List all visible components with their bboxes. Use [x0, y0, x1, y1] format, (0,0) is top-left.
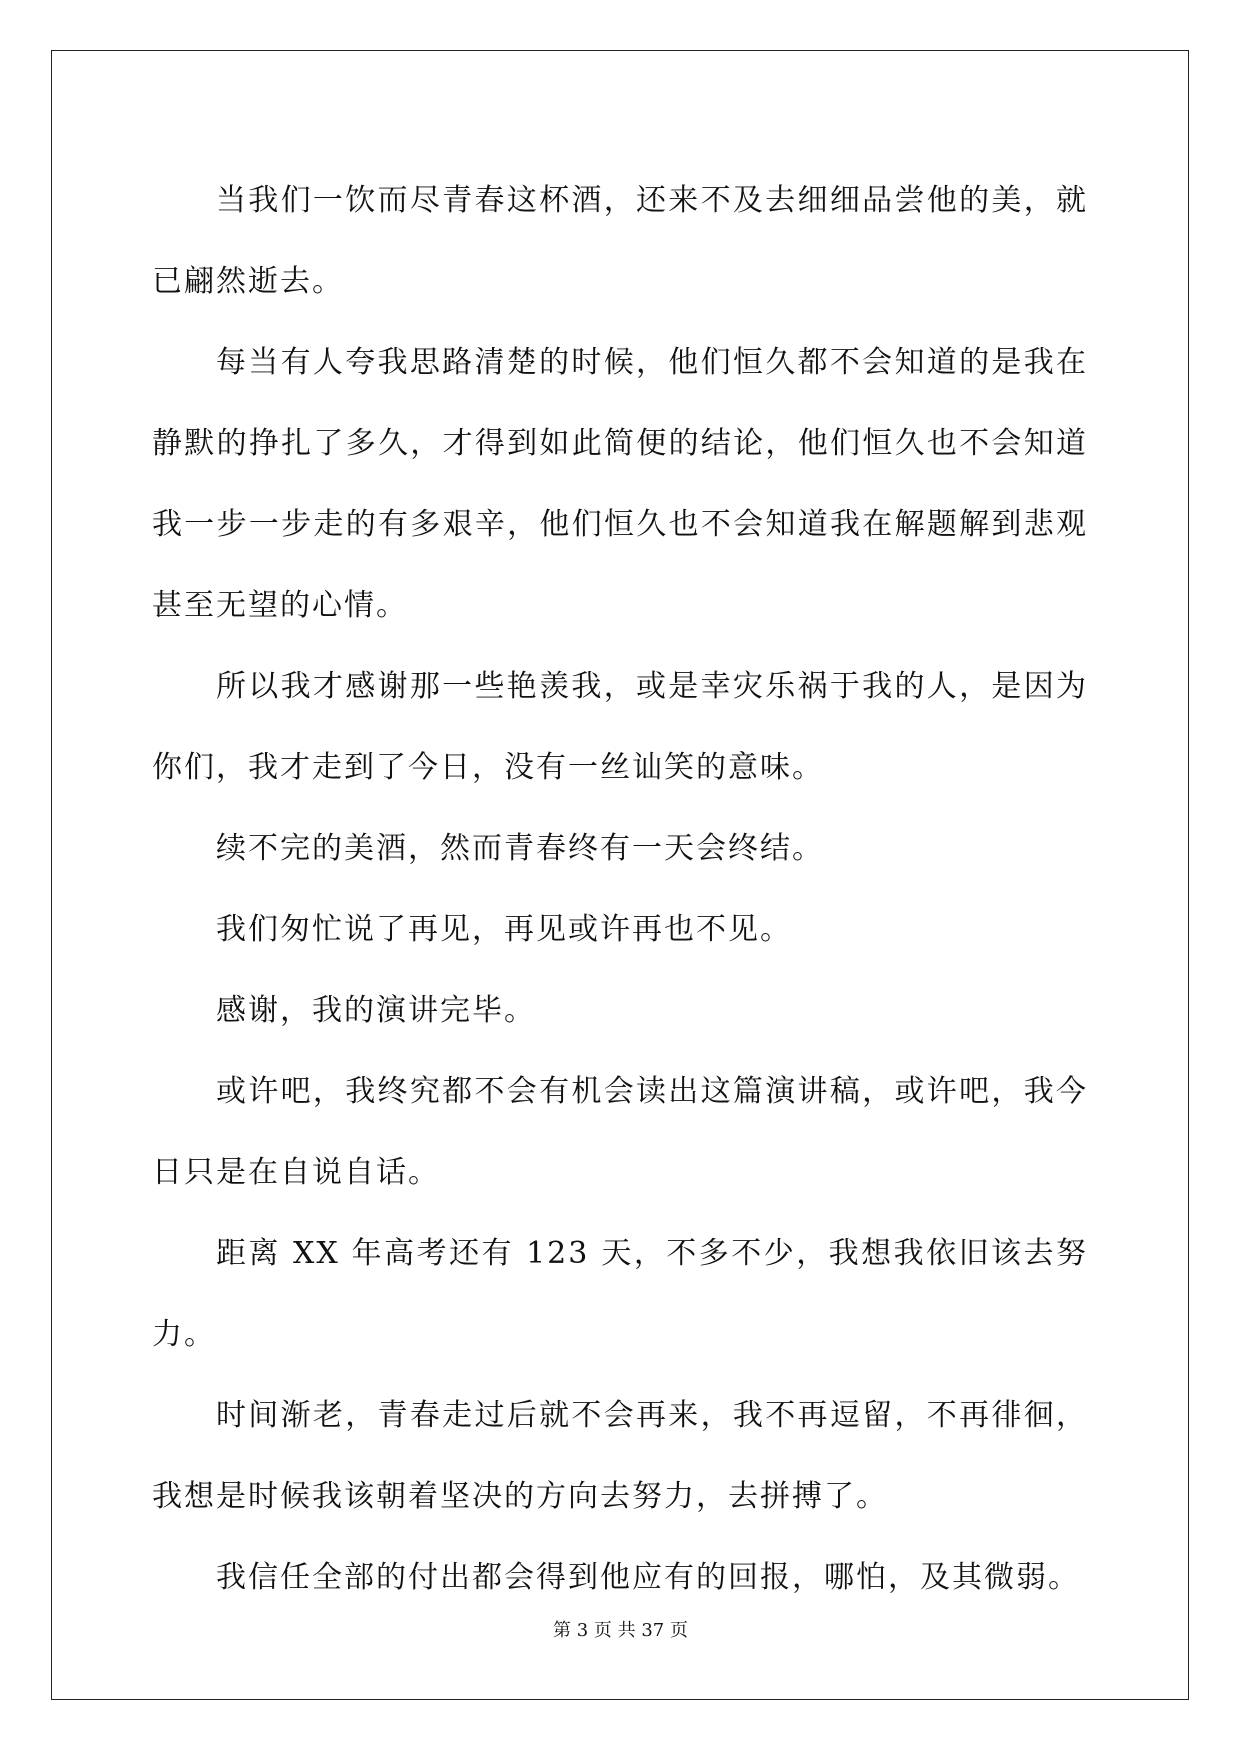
paragraph-3: 所以我才感谢那一些艳羡我，或是幸灾乐祸于我的人，是因为你们，我才走到了今日，没有一丝讪笑的意味。 — [152, 669, 1088, 785]
paragraph-4: 续不完的美酒，然而青春终有一天会终结。 — [216, 831, 824, 866]
paragraph-10: 我信任全部的付出都会得到他应有的回报，哪怕，及其微弱。 — [216, 1560, 1080, 1595]
document-body — [152, 160, 1088, 1618]
paragraph-8: 距离 XX 年高考还有 123 天，不多不少，我想我依旧该去努力。 — [152, 1236, 1088, 1352]
paragraph-7: 或许吧，我终究都不会有机会读出这篇演讲稿，或许吧，我今日只是在自说自话。 — [152, 1074, 1088, 1190]
paragraph-1: 当我们一饮而尽青春这杯酒，还来不及去细细品尝他的美，就已翩然逝去。 — [152, 183, 1088, 299]
paragraph-2: 每当有人夸我思路清楚的时候，他们恒久都不会知道的是我在静默的挣扎了多久，才得到如此简便的结论，他们恒久也不会知道我一步一步走的有多艰辛，他们恒久也不会知道我在解题解到悲观甚至无望的心情。 — [152, 345, 1088, 623]
paragraph-9: 时间渐老，青春走过后就不会再来，我不再逗留，不再徘徊，我想是时候我该朝着坚决的方向去努力，去拼搏了。 — [152, 1398, 1088, 1514]
paragraph-5: 我们匆忙说了再见，再见或许再也不见。 — [216, 912, 792, 947]
paragraph-6: 感谢，我的演讲完毕。 — [216, 993, 536, 1028]
page-number-footer: 第 3 页 共 37 页 — [553, 1620, 688, 1641]
